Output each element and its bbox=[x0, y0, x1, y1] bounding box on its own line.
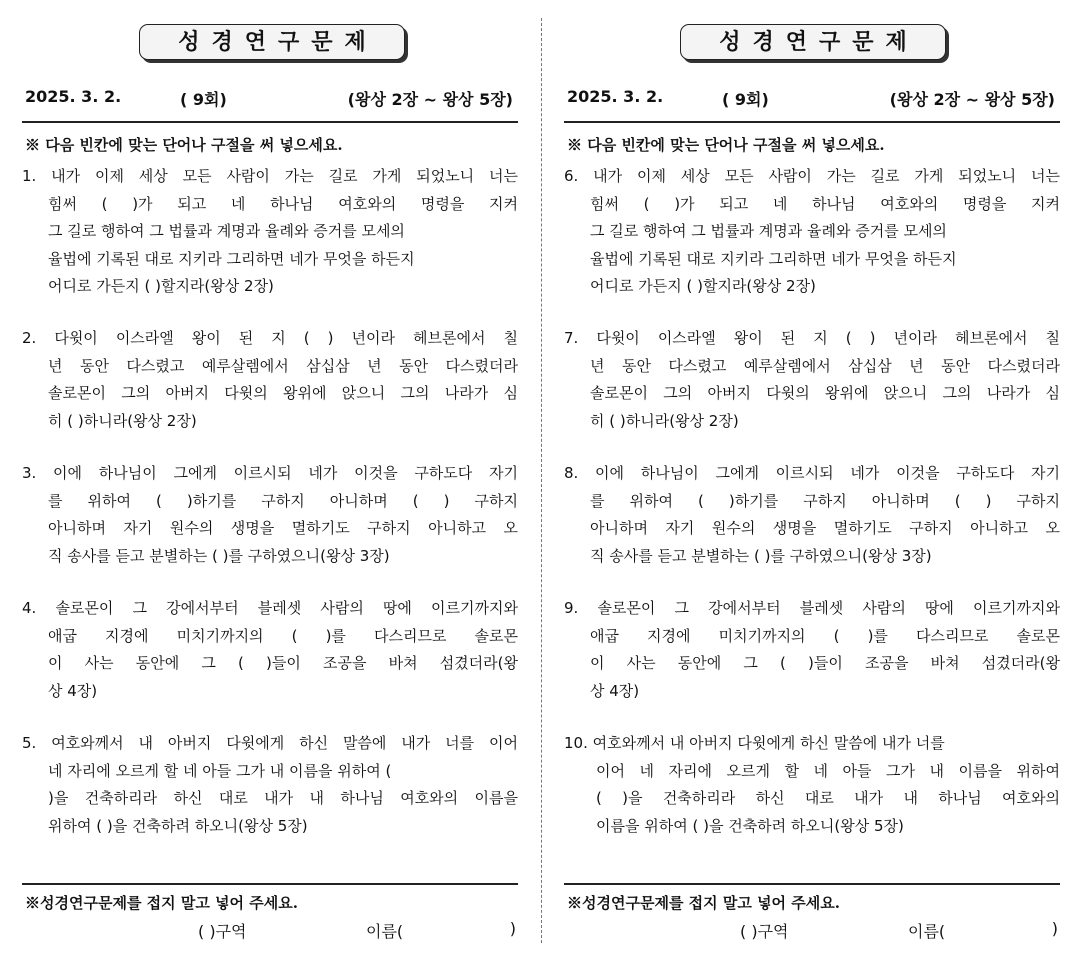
question-line: 년 동안 다스렸고 예루살렘에서 삼십삼 년 동안 다스렸더라 bbox=[48, 356, 518, 375]
question-line: 이름을 위하여 ( )을 건축하려 하오니(왕상 5장) bbox=[596, 816, 904, 835]
question-line: 5. 여호와께서 내 아버지 다윗에게 하신 말씀에 내가 너를 이어 bbox=[22, 734, 518, 752]
question-7 bbox=[564, 325, 1060, 435]
name-field[interactable]: 이름( bbox=[908, 922, 946, 941]
question-line: 솔로몬이 그의 아버지 다윗의 왕위에 앉으니 그의 나라가 심 bbox=[590, 384, 1060, 402]
question-5 bbox=[22, 730, 518, 840]
question-line: 솔로몬이 그의 아버지 다윗의 왕위에 앉으니 그의 나라가 심 bbox=[48, 384, 518, 402]
page-divider bbox=[541, 18, 542, 943]
question-line: )을 건축하리라 하신 대로 내가 내 하나님 여호와의 이름을 bbox=[48, 789, 518, 807]
question-2 bbox=[22, 325, 518, 435]
worksheet-title: 성경연구문제 bbox=[139, 24, 405, 60]
instruction-text: ※ 다음 빈칸에 맞는 단어나 구절을 써 넣으세요. bbox=[25, 136, 343, 154]
question-line: 6. 내가 이제 세상 모든 사람이 가는 길로 가게 되었노니 너는 bbox=[564, 167, 1060, 185]
footer-note: ※성경연구문제를 접지 말고 넣어 주세요. bbox=[567, 894, 840, 912]
question-line: ( )을 건축하리라 하신 대로 내가 내 하나님 여호와의 bbox=[596, 789, 1060, 807]
question-line: 율법에 기록된 대로 지키라 그리하면 네가 무엇을 하든지 bbox=[48, 249, 415, 268]
question-line: 히 ( )하니라(왕상 2장) bbox=[48, 411, 197, 430]
question-line: 7. 다윗이 이스라엘 왕이 된 지 ( ) 년이라 헤브론에서 칠 bbox=[564, 329, 1060, 347]
question-line: 상 4장) bbox=[48, 681, 98, 700]
district-field[interactable]: ( )구역 bbox=[198, 922, 247, 941]
question-line: 네 자리에 오르게 할 네 아들 그가 내 이름을 위하여 ( bbox=[48, 761, 392, 780]
worksheet-session: ( 9회) bbox=[722, 90, 769, 109]
question-line: 상 4장) bbox=[590, 681, 640, 700]
question-line: 애굽 지경에 미치기까지의 ( )를 다스리므로 솔로몬 bbox=[590, 626, 1060, 645]
question-line: 4. 솔로몬이 그 강에서부터 블레셋 사람의 땅에 이르기까지와 bbox=[22, 599, 518, 617]
question-line: 그 길로 행하여 그 법률과 계명과 율례와 증거를 모세의 bbox=[48, 222, 405, 240]
question-line: 어디로 가든지 ( )할지라(왕상 2장) bbox=[590, 277, 816, 295]
question-line: 애굽 지경에 미치기까지의 ( )를 다스리므로 솔로몬 bbox=[48, 626, 518, 645]
name-field[interactable]: 이름( bbox=[366, 922, 404, 941]
worksheet-range: (왕상 2장 ~ 왕상 5장) bbox=[347, 90, 513, 109]
name-field-close: ) bbox=[1051, 919, 1058, 938]
district-field[interactable]: ( )구역 bbox=[740, 922, 789, 941]
question-line: 그 길로 행하여 그 법률과 계명과 율례와 증거를 모세의 bbox=[590, 222, 947, 240]
question-9 bbox=[564, 595, 1060, 705]
question-line: 이 사는 동안에 그 ( )들이 조공을 바쳐 섬겼더라(왕 bbox=[48, 654, 518, 672]
question-line: 직 송사를 듣고 분별하는 ( )를 구하였으니(왕상 3장) bbox=[48, 546, 390, 565]
instruction-text: ※ 다음 빈칸에 맞는 단어나 구절을 써 넣으세요. bbox=[567, 136, 885, 154]
question-4 bbox=[22, 595, 518, 705]
name-field-close: ) bbox=[509, 919, 516, 938]
worksheet-header bbox=[25, 87, 515, 109]
worksheet-date: 2025. 3. 2. bbox=[567, 87, 664, 106]
question-6 bbox=[564, 163, 1060, 301]
question-line: 히 ( )하니라(왕상 2장) bbox=[590, 411, 739, 430]
footer-rule bbox=[564, 883, 1060, 885]
footer-rule bbox=[22, 883, 518, 885]
question-line: 2. 다윗이 이스라엘 왕이 된 지 ( ) 년이라 헤브론에서 칠 bbox=[22, 329, 518, 347]
worksheet-right bbox=[564, 0, 1060, 973]
worksheet-session: ( 9회) bbox=[180, 90, 227, 109]
question-line: 이 사는 동안에 그 ( )들이 조공을 바쳐 섬겼더라(왕 bbox=[590, 654, 1060, 672]
question-1 bbox=[22, 163, 518, 301]
footer-note: ※성경연구문제를 접지 말고 넣어 주세요. bbox=[25, 894, 298, 912]
question-8 bbox=[564, 460, 1060, 570]
header-rule bbox=[564, 121, 1060, 123]
question-line: 힘써 ( )가 되고 네 하나님 여호와의 명령을 지켜 bbox=[590, 194, 1060, 213]
worksheet-left bbox=[22, 0, 518, 973]
question-line: 직 송사를 듣고 분별하는 ( )를 구하였으니(왕상 3장) bbox=[590, 546, 932, 565]
question-line: 를 위하여 ( )하기를 구하지 아니하며 ( ) 구하지 bbox=[590, 491, 1060, 510]
question-line: 8. 이에 하나님이 그에게 이르시되 네가 이것을 구하도다 자기 bbox=[564, 464, 1060, 482]
question-line: 10. 여호와께서 내 아버지 다윗에게 하신 말씀에 내가 너를 bbox=[564, 734, 945, 752]
question-line: 아니하며 자기 원수의 생명을 멸하기도 구하지 아니하고 오 bbox=[48, 519, 518, 537]
footer-fields bbox=[740, 919, 1060, 943]
worksheet-title: 성경연구문제 bbox=[680, 24, 946, 60]
worksheet-range: (왕상 2장 ~ 왕상 5장) bbox=[889, 90, 1055, 109]
footer-fields bbox=[198, 919, 518, 943]
header-rule bbox=[22, 121, 518, 123]
question-line: 율법에 기록된 대로 지키라 그리하면 네가 무엇을 하든지 bbox=[590, 249, 957, 268]
question-line: 1. 내가 이제 세상 모든 사람이 가는 길로 가게 되었노니 너는 bbox=[22, 167, 518, 185]
question-line: 힘써 ( )가 되고 네 하나님 여호와의 명령을 지켜 bbox=[48, 194, 518, 213]
question-line: 아니하며 자기 원수의 생명을 멸하기도 구하지 아니하고 오 bbox=[590, 519, 1060, 537]
worksheet-date: 2025. 3. 2. bbox=[25, 87, 122, 106]
worksheet-header bbox=[567, 87, 1057, 109]
question-line: 어디로 가든지 ( )할지라(왕상 2장) bbox=[48, 277, 274, 295]
question-line: 이어 네 자리에 오르게 할 네 아들 그가 내 이름을 위하여 bbox=[596, 761, 1060, 780]
question-line: 9. 솔로몬이 그 강에서부터 블레셋 사람의 땅에 이르기까지와 bbox=[564, 599, 1060, 617]
question-line: 를 위하여 ( )하기를 구하지 아니하며 ( ) 구하지 bbox=[48, 491, 518, 510]
question-line: 년 동안 다스렸고 예루살렘에서 삼십삼 년 동안 다스렸더라 bbox=[590, 356, 1060, 375]
question-line: 위하여 ( )을 건축하려 하오니(왕상 5장) bbox=[48, 816, 308, 835]
question-line: 3. 이에 하나님이 그에게 이르시되 네가 이것을 구하도다 자기 bbox=[22, 464, 518, 482]
question-3 bbox=[22, 460, 518, 570]
question-10 bbox=[564, 730, 1060, 840]
